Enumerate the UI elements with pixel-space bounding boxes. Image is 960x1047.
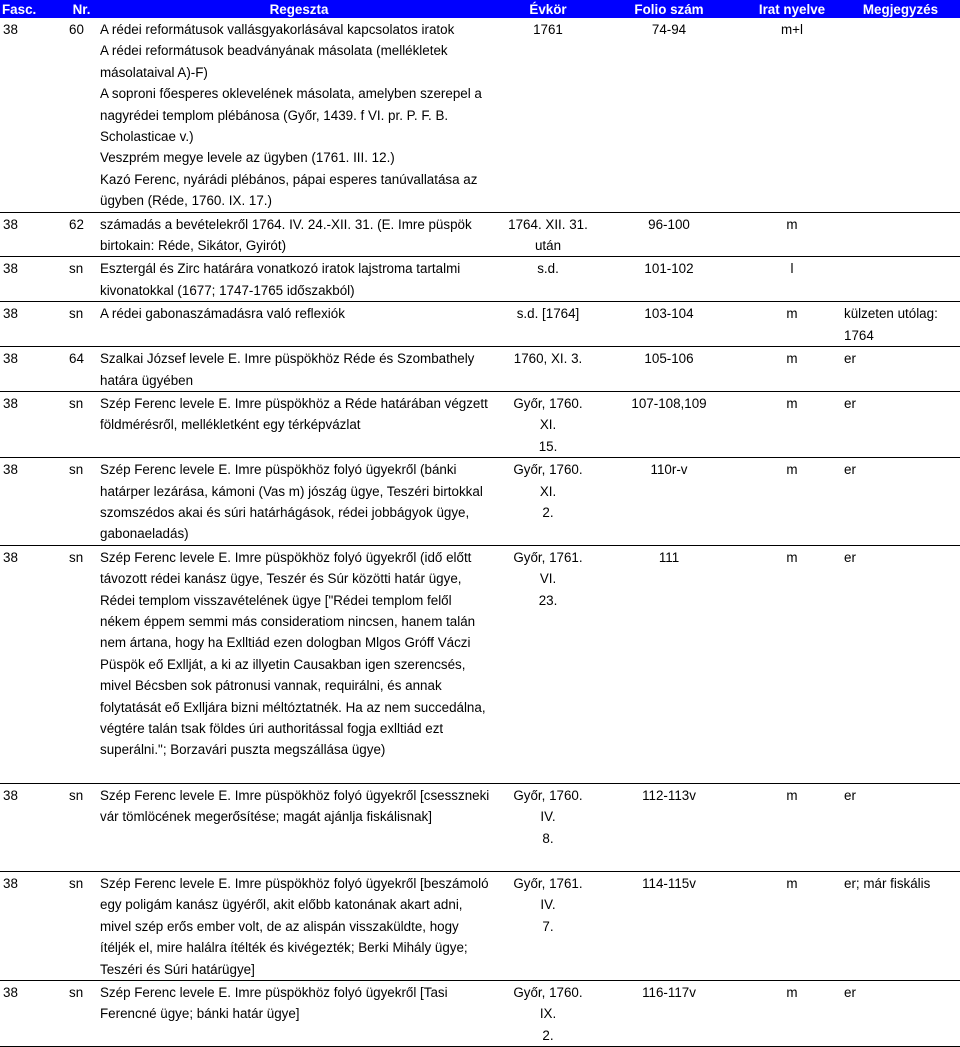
cell-regeszta [97,18,501,212]
cell-fasc: 38 [0,302,66,347]
cell-regeszta-line: nagyrédei templom plébánosa (Győr, 1439. f VI. pr. P. F. B. [100,107,449,123]
cell-folio: 107-108,109 [595,391,743,457]
cell-regeszta-line: Szalkai József levele E. Imre püspökhöz Réde és Szombathely [100,351,475,367]
cell-regeszta [97,212,501,257]
cell-evkor-line: 15. [538,438,558,454]
cell-evkor-line: 2. [542,1027,554,1043]
cell-regeszta-line: folytatását eő Exlljára bizni méltóztatnék. Ha az nem succedálna, [100,699,486,715]
cell-regeszta [97,391,501,457]
cell-evkor-line: s.d. [537,261,559,277]
table-row[interactable] [0,212,960,257]
header-fasc[interactable]: Fasc. [0,0,66,18]
cell-fasc: 38 [0,872,66,981]
cell-regeszta-line: távozott rédei kanász ügye, Teszér és Súr közötti határ ügye, [100,571,462,587]
cell-regeszta-line: mivel szép erős ember volt, de az alispán visszaküldte, hogy [100,918,459,934]
cell-nr: 62 [66,212,97,257]
header-nr[interactable]: Nr. [66,0,97,18]
cell-evkor [501,872,595,981]
cell-regeszta-line: Scholasticae v.) [100,129,194,145]
cell-regeszta-line: Szép Ferenc levele E. Imre püspökhöz folyó ügyekről (bánki [100,462,457,478]
cell-regeszta-line: A rédei reformátusok vallásgyakorlásával kapcsolatos iratok [100,22,455,37]
cell-fasc: 38 [0,347,66,392]
cell-megjegyzes: er [844,549,856,565]
cell-nyelv: m [786,787,798,803]
cell-fasc: 38 [0,981,66,1047]
cell-regeszta-line: Rédei templom visszavételének ügye ["Rédei templom felől [100,592,452,608]
cell-folio: 114-115v [595,872,743,981]
cell-regeszta-line: nem ártana, hogy ha Exlltiád ezen dologban Mlgos Gróff Váczi [100,635,471,651]
cell-evkor [501,458,595,546]
cell-megjegyzes [841,18,960,212]
cell-evkor-line: Győr, 1760. XI. [513,462,583,499]
cell-nr: sn [66,981,97,1047]
cell-evkor [501,981,595,1047]
cell-folio: 116-117v [595,981,743,1047]
cell-regeszta-line: Szép Ferenc levele E. Imre püspökhöz folyó ügyekről [beszámoló [100,876,489,892]
cell-evkor-line: 8. [542,830,554,846]
cell-evkor [501,347,595,392]
cell-megjegyzes [841,212,960,257]
cell-regeszta-line: földmérésről, mellékletként egy térképvázlat [100,417,361,433]
cell-regeszta-line: másolataival A)-F) [100,64,208,80]
cell-regeszta-line: nékem éppem semmi más consideratiom nincsen, hanem talán [100,613,476,629]
header-folio[interactable]: Folio szám [595,0,743,18]
cell-regeszta-line: szomszédos akai és súri határhágások, rédei jobbágyok ügye, [100,504,470,520]
cell-nr: sn [66,391,97,457]
cell-nyelv: m [743,391,841,457]
cell-nyelv: l [743,257,841,302]
cell-evkor-line: Győr, 1760. IV. [513,787,583,825]
cell-megjegyzes: külzeten utólag: 1764 [841,302,960,347]
cell-nyelv: m [743,981,841,1047]
cell-evkor [501,257,595,302]
table-row[interactable] [0,391,960,457]
cell-nyelv: m+l [743,18,841,212]
cell-nyelv: m [786,549,798,565]
cell-fasc: 38 [3,549,18,565]
header-nyelv[interactable]: Irat nyelve [743,0,841,18]
cell-evkor-line: 7. [542,918,554,934]
cell-regeszta-line: Veszprém megye levele az ügyben (1761. III. 12.) [100,150,395,166]
cell-nyelv: m [743,458,841,546]
cell-folio: 96-100 [595,212,743,257]
cell-regeszta-line: superálni."; Borzavári puszta megszállása ügye) [100,742,386,758]
cell-regeszta-line: kivonatokkal (1677; 1747-1765 időszakból) [100,282,355,298]
cell-fasc: 38 [0,257,66,302]
cell-regeszta-line: végtére talán tsak földes úri authoritással fogja exlltiád ezt [100,721,444,736]
cell-megjegyzes: er [841,458,960,546]
cell-regeszta [97,783,501,849]
cell-folio: 110r-v [595,458,743,546]
cell-nyelv: m [743,872,841,981]
cell-regeszta-line: ítéljék el, mire halálra ítélték és kivégezték; Berki Mihály ügye; [100,940,468,956]
spacer-cell [0,849,960,872]
cell-evkor [501,783,595,849]
table-row[interactable] [0,257,960,302]
cell-regeszta [97,545,501,761]
cell-nr: sn [69,549,84,565]
cell-fasc: 38 [0,458,66,546]
cell-folio: 103-104 [595,302,743,347]
cell-regeszta-line: határa ügyében [100,372,194,388]
cell-regeszta [97,302,501,347]
table-row[interactable] [0,783,960,849]
cell-evkor-line: 23. [538,592,558,608]
cell-nr: sn [66,458,97,546]
cell-regeszta-line: Püspök eő Exllját, a ki az illyetin Causakban igen szerencsés, [100,656,466,672]
cell-nr: sn [66,872,97,981]
cell-folio: 101-102 [595,257,743,302]
row-spacer [0,761,960,784]
cell-regeszta-line: A soproni főesperes oklevelének másolata, amelyben szerepel a [100,86,482,102]
cell-fasc: 38 [0,18,66,212]
cell-evkor-line: után [534,238,562,254]
cell-megjegyzes: er [841,347,960,392]
cell-regeszta-line: Szép Ferenc levele E. Imre püspökhöz folyó ügyekről [csesszneki [100,787,490,803]
cell-evkor-line: Győr, 1761. IV. [513,876,583,913]
cell-regeszta-line: gabonaeladás) [100,526,189,542]
cell-megjegyzes [841,257,960,302]
cell-regeszta [97,257,501,302]
table-row[interactable] [0,302,960,347]
cell-regeszta-line: mivel Bécsben sok pátronusi vannak, requirálni, és annak [100,678,442,694]
cell-regeszta [97,981,501,1047]
cell-fasc: 38 [3,787,18,803]
table-row[interactable] [0,545,960,761]
table-row[interactable] [0,872,960,981]
cell-regeszta-line: birtokain: Réde, Sikátor, Gyirót) [100,238,287,254]
header-regeszta[interactable]: Regeszta [97,0,501,18]
cell-regeszta-line: A rédei reformátusok beadványának másolata (mellékletek [100,43,448,59]
cell-folio: 105-106 [595,347,743,392]
cell-regeszta-line: Teszéri és Súri határügye] [100,961,255,977]
cell-nyelv: m [743,212,841,257]
cell-fasc: 38 [0,391,66,457]
cell-nr: sn [69,787,84,803]
header-evkor[interactable]: Évkör [501,0,595,18]
cell-evkor [501,391,595,457]
cell-regeszta [97,347,501,392]
cell-evkor-line: 1761 [533,22,563,37]
cell-regeszta-line: egy poligám kanász ügyéről, akit előbb katonának akart adni, [100,897,463,913]
cell-regeszta-line: Szép Ferenc levele E. Imre püspökhöz folyó ügyekről [Tasi [100,985,448,1001]
cell-regeszta-line: számadás a bevételekről 1764. IV. 24.-XII. 31. (E. Imre püspök [100,216,472,232]
cell-nr: 64 [66,347,97,392]
cell-nyelv: m [743,302,841,347]
cell-evkor-line: 1764. XII. 31. [508,216,588,232]
table-row[interactable] [0,18,960,212]
cell-evkor [501,212,595,257]
header-megjegyzes[interactable]: Megjegyzés [841,0,960,18]
table-row[interactable] [0,981,960,1047]
cell-regeszta-line: Szép Ferenc levele E. Imre püspökhöz folyó ügyekről (idő előtt [100,549,472,565]
header-row [0,0,960,18]
cell-regeszta-line: Szép Ferenc levele E. Imre püspökhöz a Réde határában végzett [100,395,488,411]
cell-nr: sn [66,302,97,347]
cell-megjegyzes: er [841,981,960,1047]
row-spacer [0,849,960,872]
cell-folio: 111 [658,549,680,565]
cell-evkor-line: s.d. [1764] [516,306,580,322]
cell-regeszta-line: A rédei gabonaszámadásra való reflexiók [100,306,345,322]
cell-regeszta-line: Esztergál és Zirc határára vonatkozó iratok lajstroma tartalmi [100,261,461,277]
cell-evkor-line: 2. [542,504,554,520]
cell-regeszta [97,872,501,981]
cell-fasc: 38 [0,212,66,257]
cell-evkor [501,545,595,761]
spacer-cell [0,761,960,784]
cell-megjegyzes: er [844,787,856,803]
cell-evkor-line: Győr, 1761. VI. [513,549,583,587]
cell-nr: 60 [66,18,97,212]
cell-evkor-line: Győr, 1760. IX. [513,985,583,1022]
table-row[interactable] [0,458,960,546]
cell-nyelv: m [743,347,841,392]
table-row[interactable] [0,347,960,392]
cell-evkor-line: 1760, XI. 3. [513,351,583,367]
cell-evkor [501,18,595,212]
cell-regeszta-line: vár tömlöcének megerősítése; magát ajánlja fiskálisnak] [100,809,432,825]
cell-regeszta [97,458,501,546]
cell-folio: 112-113v [642,787,696,803]
cell-regeszta-line: határper lezárása, kámoni (Vas m) jószág ügye, Teszéri birtokkal [100,483,483,499]
cell-folio: 74-94 [595,18,743,212]
cell-megjegyzes: er; már fiskális [841,872,960,981]
cell-megjegyzes: er [841,391,960,457]
table-body [0,18,960,1047]
cell-regeszta-line: Ferencné ügye; bánki határ ügye] [100,1006,300,1022]
cell-nr: sn [66,257,97,302]
cell-regeszta-line: Kazó Ferenc, nyárádi plébános, pápai esperes tanúvallatása az [100,171,478,187]
cell-evkor [501,302,595,347]
cell-regeszta-line: ügyben (Réde, 1760. IX. 17.) [100,193,272,209]
cell-evkor-line: Győr, 1760. XI. [513,395,583,433]
